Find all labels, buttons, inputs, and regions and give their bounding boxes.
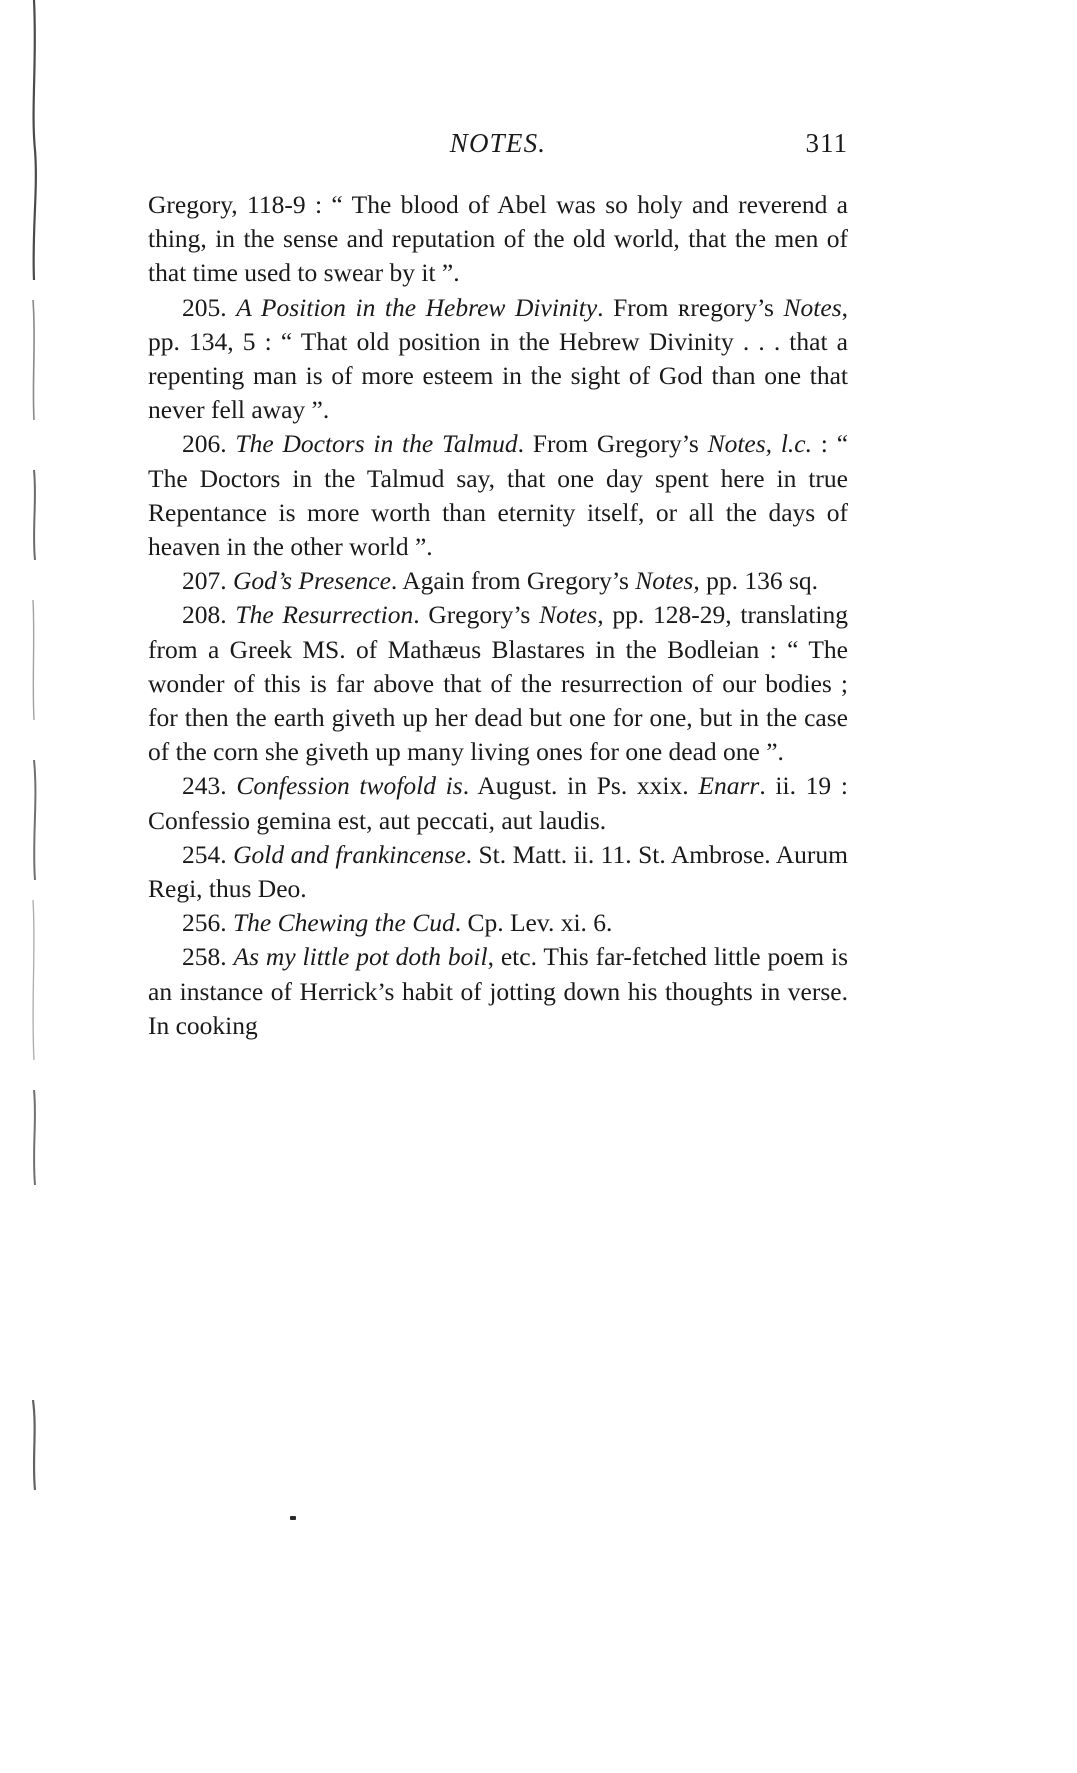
paragraph-note-207 — [148, 564, 848, 598]
text-run-roman: Gregory, 118-9 : “ The blood of Abel was so holy and reverend a thing, in the sense and reputation of the old world, that the men of that time used to swear by it ”. — [148, 190, 848, 288]
paragraph-note-256 — [148, 906, 848, 940]
text-run-roman: . St. Matt. ii. 11. St. Ambrose. Aurum Regi, thus Deo. — [148, 839, 848, 904]
text-run-roman: . August. in Ps. xxix. — [462, 771, 699, 801]
text-run-italic: As my little pot doth boil — [233, 942, 488, 972]
page-header — [148, 128, 848, 168]
text-run-roman: , etc. This far-fetched little poem is an instance of Herrick’s habit of jotting down his thoughts in verse. In cooking — [148, 942, 849, 1040]
text-run-italic: Confession twofold is — [236, 771, 463, 801]
paragraph-note-254 — [148, 838, 848, 906]
text-run-roman: . Gregory’s — [413, 600, 540, 630]
text-run-roman: : “ The Doctors in the Talmud say, that one day spent here in true Repentance is more worth than eternity itself, or all the days of heaven in the other world ”. — [148, 429, 849, 562]
text-run-roman: 205. — [182, 292, 237, 322]
text-run-italic: Enarr — [698, 771, 760, 801]
text-run-roman: , pp. 128-29, translating from a Greek MS. of Mathæus Blastares in the Bodleian : “ The wonder of this is far above that of the resurrection of our bodies ; for then the earth giveth up her dead but one for one, but in the case of the corn she giveth up many living ones for one dead one ”. — [148, 600, 848, 767]
page-number: 311 — [805, 128, 848, 158]
page-binding-edge-artifact — [28, 0, 42, 1773]
paragraph-note-258 — [148, 940, 848, 1043]
text-run-roman: , pp. 134, 5 : “ That old position in the Hebrew Divinity . . . that a repenting man is of more esteem in the sight of God than one that never fell away ”. — [148, 292, 848, 425]
text-run-italic: A Position in the Hebrew Divinity — [236, 292, 598, 322]
text-run-roman: 208. — [182, 600, 236, 630]
running-head-title: NOTES. — [449, 128, 547, 158]
text-run-italic: Notes — [539, 600, 598, 630]
paragraph-p-gregory-118 — [148, 188, 848, 291]
text-run-roman: 258. — [182, 942, 234, 972]
text-run-italic: Notes, l.c. — [707, 429, 813, 459]
text-run-roman: 254. — [182, 839, 234, 869]
text-run-roman: . From Gregory’s — [517, 429, 708, 459]
footer-ink-mark — [290, 1516, 300, 1526]
text-run-italic: Notes — [783, 292, 842, 322]
text-run-roman: , pp. 136 sq. — [693, 566, 819, 596]
notes-body-text — [148, 188, 848, 1043]
text-run-italic: The Resurrection — [235, 600, 414, 630]
text-run-roman: . Again from Gregory’s — [390, 566, 636, 596]
text-run-italic: The Chewing the Cud — [233, 908, 455, 938]
paragraph-note-206 — [148, 427, 848, 564]
paragraph-note-208 — [148, 598, 848, 769]
text-run-roman: 256. — [182, 908, 233, 938]
text-run-italic: God’s Presence — [233, 566, 391, 596]
text-run-italic: Gold and frankincense — [233, 839, 466, 869]
text-run-roman: . ii. 19 : Confessio gemina est, aut peccati, aut laudis. — [148, 771, 848, 835]
text-run-roman: 243. — [182, 771, 237, 801]
text-run-roman: . From ʀregory’s — [597, 292, 784, 322]
text-run-italic: Notes — [635, 566, 694, 596]
text-run-roman: 207. — [182, 566, 233, 596]
text-run-roman: 206. — [182, 429, 236, 459]
text-run-roman: . Cp. Lev. xi. 6. — [454, 908, 613, 938]
paragraph-note-205 — [148, 291, 848, 428]
text-run-italic: The Doctors in the Talmud — [235, 429, 518, 459]
paragraph-note-243 — [148, 769, 848, 837]
